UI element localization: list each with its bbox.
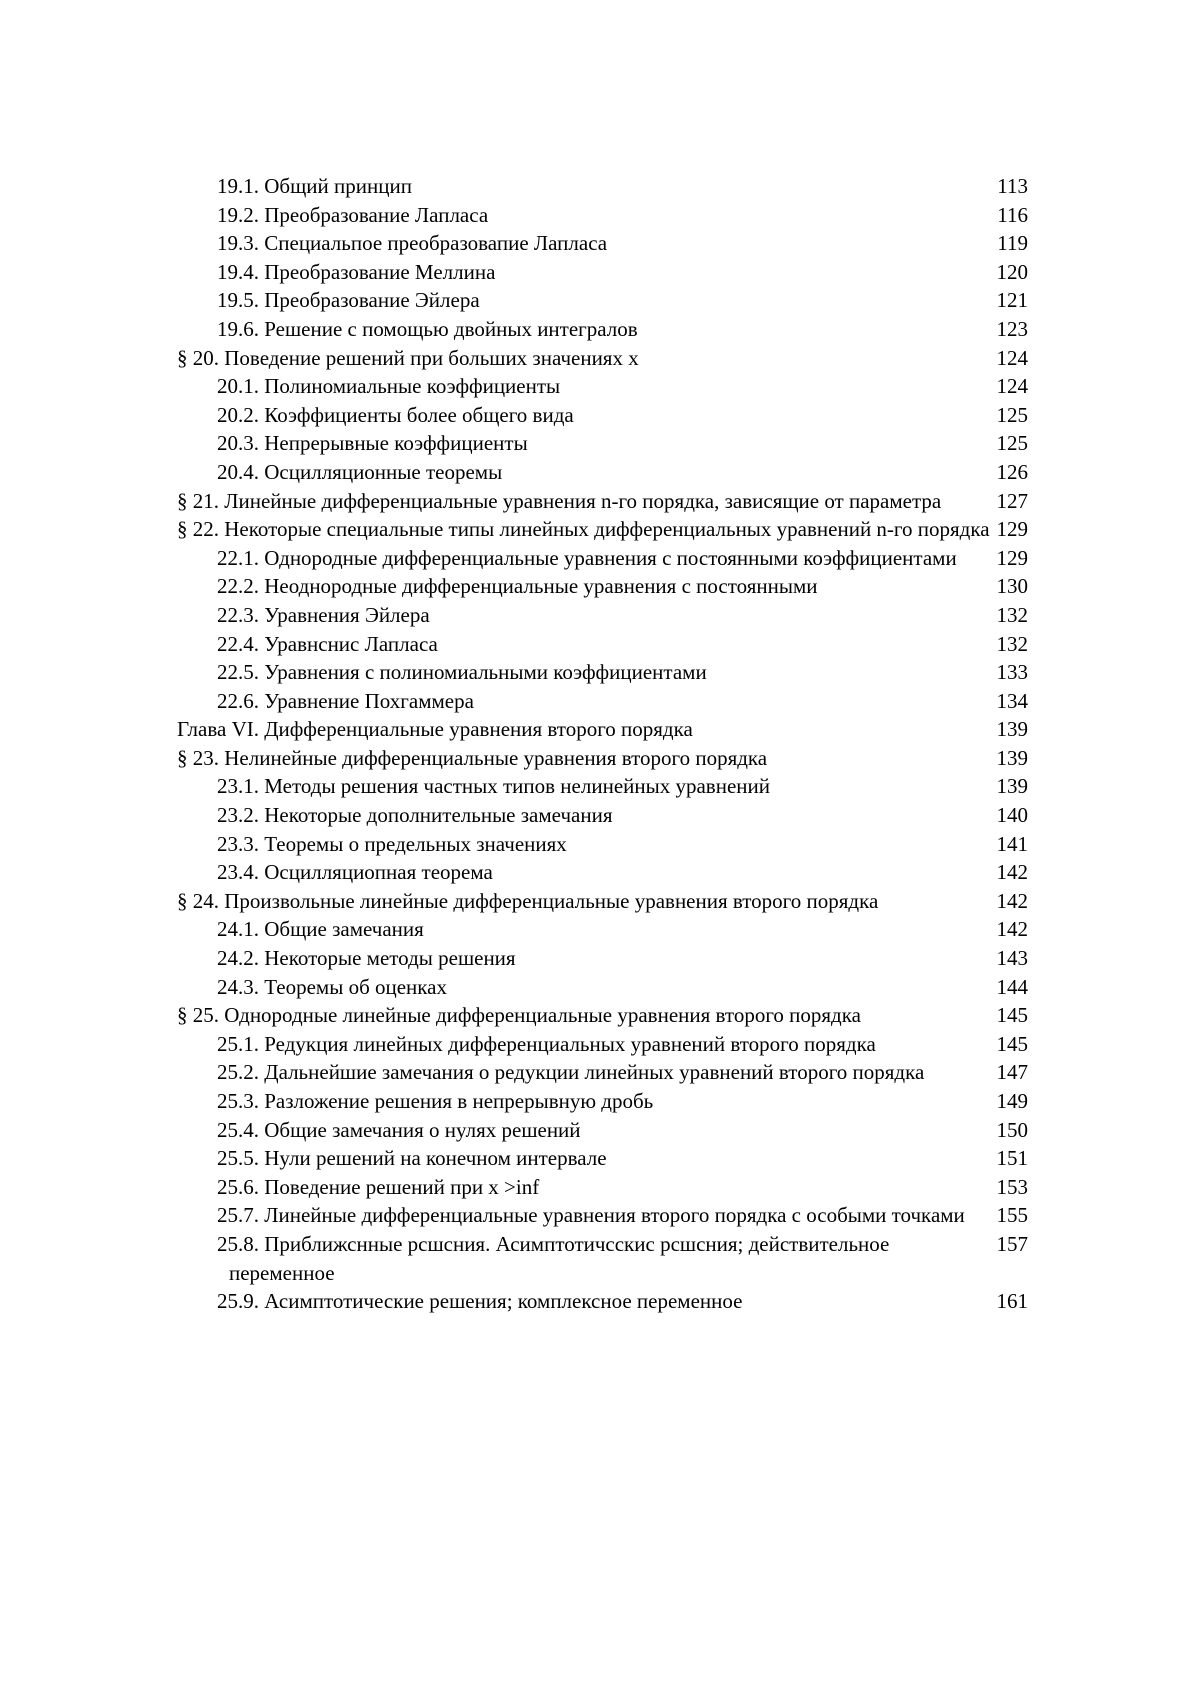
toc-subsection-entry [0,258,1200,287]
toc-entry-text [217,229,999,258]
toc-entry-text [217,286,999,315]
toc-subsection-entry [0,801,1200,830]
toc-entry-page-number: 161 [996,1289,1028,1314]
toc-entry-title: Некоторые методы решения [264,946,516,971]
toc-entry-page-number: 139 [996,774,1028,799]
toc-entry-page-number: 126 [996,459,1028,484]
toc-entry-page-number: 143 [996,946,1028,971]
toc-subsection-entry [0,772,1200,801]
toc-entry-page-number: 139 [996,745,1028,770]
toc-entry-text [217,572,999,601]
toc-entry-title: Непрерывные коэффициенты [264,431,528,456]
toc-subsection-entry [0,1087,1200,1116]
toc-subsection-entry [0,1058,1200,1087]
toc-entry-text [217,658,999,687]
toc-entry-text [217,1058,999,1087]
toc-section-entry [0,744,1200,773]
toc-entry-text [217,1030,999,1059]
toc-subsection-entry [0,572,1200,601]
toc-entry-text [177,1001,999,1030]
toc-entry-number: 25.5. [217,1146,259,1171]
toc-subsection-entry [0,372,1200,401]
toc-entry-title: Линейные дифференциальные уравнения второго порядка с особыми точками [264,1203,965,1228]
toc-entry-number: 22.3. [217,602,259,627]
toc-subsection-entry [0,429,1200,458]
toc-subsection-entry [0,1030,1200,1059]
toc-entry-page-number: 130 [996,574,1028,599]
toc-subsection-entry [0,973,1200,1002]
toc-entry-page-number: 123 [996,316,1028,341]
toc-entry-number: 19.4. [217,259,259,284]
toc-entry-text [217,315,999,344]
toc-entry-page-number: 124 [996,345,1028,370]
toc-entry-number: 20.4. [217,459,259,484]
toc-entry-number: 25.2. [217,1060,259,1085]
toc-subsection-entry [0,1116,1200,1145]
toc-entry-page-number: 149 [996,1089,1028,1113]
table-of-contents [0,172,1200,1316]
toc-entry-page-number: 150 [996,1117,1028,1142]
toc-entry-number: 25.6. [217,1174,259,1199]
toc-entry-title: Преобразование Меллина [264,259,496,284]
toc-entry-page-number: 124 [996,374,1028,399]
toc-entry-title: Однородные линейные дифференциальные уравнения второго порядка [224,1003,861,1028]
toc-entry-title: Уравнения с полиномиальными коэффициентами [264,660,707,685]
toc-entry-title: Поведение решений при больших значениях x [224,345,639,370]
toc-entry-number: 22.6. [217,688,259,713]
toc-subsection-entry [0,315,1200,344]
toc-entry-page-number: 129 [996,517,1028,542]
toc-subsection-entry [0,1173,1200,1202]
toc-entry-text [217,973,999,1002]
toc-entry-page-number: 132 [996,602,1028,627]
toc-entry-number: 23.4. [217,860,259,885]
toc-section-entry [0,344,1200,373]
toc-entry-number: 24.3. [217,974,259,999]
toc-section-entry [0,887,1200,916]
toc-section-entry [0,515,1200,544]
toc-entry-title: Осцилляциопная теорема [264,860,493,885]
toc-entry-title: Специальпое преобразовапие Лапласа [264,231,608,256]
toc-entry-page-number: 151 [996,1146,1028,1171]
toc-entry-title: Общий принцип [264,174,412,198]
toc-entry-title: Асимптотические решения; комплексное переменное [264,1289,743,1314]
toc-subsection-entry [0,944,1200,973]
toc-subsection-entry [0,201,1200,230]
toc-entry-number: 24.2. [217,946,259,971]
toc-entry-title: Полиномиальные коэффициенты [264,374,561,399]
toc-entry-text [217,1087,999,1116]
toc-entry-number: 19.2. [217,202,259,227]
toc-entry-number: 23.3. [217,831,259,856]
toc-subsection-entry [0,1287,1200,1316]
toc-entry-number: 19.1. [217,174,259,198]
toc-entry-title: Дифференциальные уравнения второго порядка [264,717,693,742]
toc-entry-text [217,1201,999,1230]
toc-entry-text [177,887,999,916]
toc-entry-title: Неоднородные дифференциальные уравнения с постоянными [264,574,818,599]
toc-entry-text [217,830,999,859]
toc-entry-number: § 24. [177,888,219,913]
toc-entry-page-number: 129 [996,545,1028,570]
toc-entry-page-number: 121 [996,288,1028,313]
toc-entry-number: 20.3. [217,431,259,456]
toc-subsection-entry [0,687,1200,716]
toc-entry-page-number: 133 [996,660,1028,685]
toc-entry-title: Общие замечания [264,917,424,942]
toc-entry-page-number: 142 [996,917,1028,942]
toc-entry-number: 22.1. [217,545,259,570]
toc-entry-page-number: 145 [996,1003,1028,1028]
toc-entry-number: 25.1. [217,1031,259,1056]
toc-entry-text [177,715,999,744]
toc-entry-text [177,744,999,773]
toc-subsection-entry [0,1201,1200,1230]
toc-entry-page-number: 140 [996,803,1028,828]
toc-entry-number: Глава VI. [177,717,259,742]
toc-subsection-entry [0,601,1200,630]
toc-entry-title: Методы решения частных типов нелинейных уравнений [264,774,770,799]
toc-entry-text [217,915,999,944]
toc-entry-title: Разложение решения в непрерывную дробь [264,1089,654,1113]
toc-entry-title: Дальнейшие замечания о редукции линейных уравнений второго порядка [264,1060,925,1085]
toc-entry-text [217,1144,999,1173]
toc-entry-text [217,401,999,430]
toc-entry-number: 22.4. [217,631,259,656]
toc-subsection-entry [0,658,1200,687]
toc-entry-number: § 20. [177,345,219,370]
toc-entry-text [217,458,999,487]
toc-entry-title: Некоторые дополнительные замечания [264,803,613,828]
toc-entry-title: Некоторые специальные типы линейных дифференциальных уравнений n-го порядка [224,517,990,542]
toc-subsection-entry [0,858,1200,887]
toc-entry-number: 19.3. [217,231,259,256]
toc-entry-title: Осцилляционные теоремы [264,459,503,484]
toc-entry-text [217,944,999,973]
toc-entry-text [217,687,999,716]
toc-entry-text [217,858,999,887]
toc-subsection-entry [0,458,1200,487]
toc-entry-page-number: 134 [996,688,1028,713]
toc-entry-page-number: 139 [996,717,1028,742]
toc-entry-page-number: 157 [996,1231,1028,1256]
toc-entry-number: 25.7. [217,1203,259,1228]
toc-entry-title: Теоремы о предельных значениях [264,831,567,856]
toc-entry-number: 23.1. [217,774,259,799]
toc-entry-page-number: 155 [996,1203,1028,1228]
toc-entry-title: Нелинейные дифференциальные уравнения второго порядка [224,745,768,770]
toc-entry-text [217,201,999,230]
toc-entry-text [177,344,999,373]
toc-entry-page-number: 153 [996,1174,1028,1199]
toc-entry-title: Поведение решений при x >inf [264,1174,540,1199]
toc-section-entry [0,487,1200,516]
toc-entry-number: § 21. [177,488,219,513]
toc-entry-number: 23.2. [217,803,259,828]
toc-entry-text [217,172,999,201]
toc-entry-text [177,487,999,516]
toc-entry-page-number: 113 [997,174,1028,198]
toc-entry-number: 25.4. [217,1117,259,1142]
toc-chapter-entry [0,715,1200,744]
toc-entry-text [217,1287,999,1316]
toc-entry-title: Уравнснис Лапласа [264,631,438,656]
toc-entry-text [217,1230,999,1287]
toc-entry-page-number: 125 [996,402,1028,427]
toc-entry-text [217,544,999,573]
toc-entry-number: 20.2. [217,402,259,427]
toc-entry-number: § 23. [177,745,219,770]
toc-entry-number: 20.1. [217,374,259,399]
toc-entry-title: Приближснные рсшсния. Асимптотичсскис рсшсния; действительное переменное [229,1231,890,1285]
toc-entry-number: 25.3. [217,1089,259,1113]
toc-entry-page-number: 144 [996,974,1028,999]
toc-entry-title: Уравнения Эйлера [264,602,430,627]
toc-entry-title: Уравнение Похгаммера [264,688,474,713]
toc-entry-text [217,1173,999,1202]
toc-entry-text [177,515,999,544]
toc-subsection-entry [0,172,1200,201]
toc-entry-number: 25.8. [217,1231,259,1256]
toc-subsection-entry [0,1144,1200,1173]
toc-entry-number: 22.2. [217,574,259,599]
toc-subsection-entry [0,915,1200,944]
toc-entry-page-number: 142 [996,888,1028,913]
toc-entry-page-number: 147 [996,1060,1028,1085]
toc-entry-text [217,258,999,287]
toc-subsection-entry [0,286,1200,315]
toc-subsection-entry [0,229,1200,258]
toc-entry-title: Решение с помощью двойных интегралов [264,316,638,341]
toc-subsection-entry [0,544,1200,573]
toc-entry-text [217,630,999,659]
toc-entry-title: Преобразование Эйлера [264,288,480,313]
toc-entry-number: 19.6. [217,316,259,341]
toc-subsection-entry [0,1230,1200,1287]
toc-subsection-entry [0,630,1200,659]
toc-entry-number: 25.9. [217,1289,259,1314]
toc-entry-number: § 22. [177,517,219,542]
toc-entry-title: Коэффициенты более общего вида [264,402,574,427]
toc-entry-page-number: 142 [996,860,1028,885]
toc-entry-text [217,429,999,458]
toc-subsection-entry [0,830,1200,859]
toc-entry-title: Теоремы об оценках [264,974,448,999]
toc-entry-title: Произвольные линейные дифференциальные уравнения второго порядка [224,888,879,913]
toc-entry-number: 24.1. [217,917,259,942]
toc-entry-text [217,801,999,830]
toc-entry-title: Однородные дифференциальные уравнения с постоянными коэффициентами [264,545,957,570]
toc-entry-text [217,372,999,401]
toc-entry-text [217,772,999,801]
toc-entry-page-number: 125 [996,431,1028,456]
toc-entry-text [217,601,999,630]
toc-entry-title: Редукция линейных дифференциальных уравнений второго порядка [264,1031,876,1056]
toc-entry-page-number: 116 [997,202,1028,227]
toc-subsection-entry [0,401,1200,430]
toc-entry-page-number: 132 [996,631,1028,656]
toc-entry-title: Общие замечания о нулях решений [264,1117,581,1142]
toc-entry-number: 19.5. [217,288,259,313]
toc-entry-page-number: 145 [996,1031,1028,1056]
toc-entry-page-number: 141 [996,831,1028,856]
toc-entry-page-number: 120 [996,259,1028,284]
toc-entry-title: Преобразование Лапласа [264,202,489,227]
toc-entry-text [217,1116,999,1145]
toc-entry-number: § 25. [177,1003,219,1028]
toc-entry-page-number: 119 [997,231,1028,256]
toc-section-entry [0,1001,1200,1030]
toc-entry-page-number: 127 [996,488,1028,513]
toc-entry-title: Линейные дифференциальные уравнения n-го порядка, зависящие от параметра [224,488,942,513]
toc-entry-number: 22.5. [217,660,259,685]
toc-entry-title: Нули решений на конечном интервале [264,1146,607,1171]
